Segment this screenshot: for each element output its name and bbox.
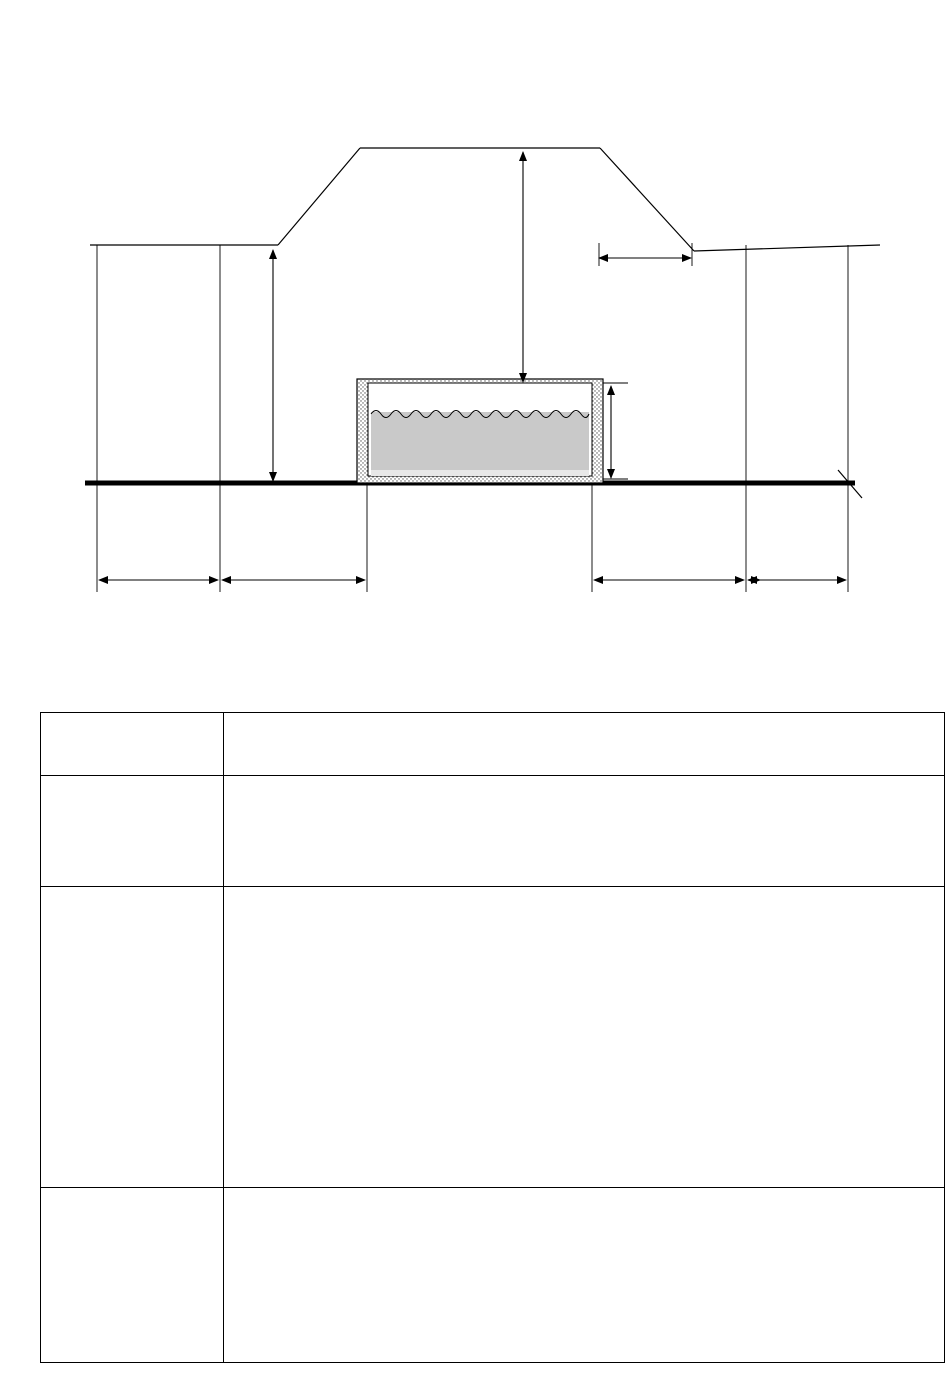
row-value-cell: [224, 713, 945, 776]
tank: [357, 379, 603, 483]
row-label-cell: [41, 887, 224, 1188]
row-value-cell: [224, 776, 945, 887]
specification-table-container: [40, 712, 912, 1363]
row-label-cell: [41, 713, 224, 776]
table-row: [41, 1188, 945, 1363]
table-row: [41, 713, 945, 776]
specification-table: [40, 712, 945, 1363]
figure-container: [0, 0, 950, 660]
cross-section-diagram: [0, 0, 950, 660]
slope-run-dimension: [599, 243, 692, 266]
embankment-profile: [90, 148, 880, 251]
row-label-cell: [41, 1188, 224, 1363]
row-value-cell: [224, 887, 945, 1188]
row-label-cell: [41, 776, 224, 887]
table-row: [41, 887, 945, 1188]
row-value-cell: [224, 1188, 945, 1363]
table-row: [41, 776, 945, 887]
